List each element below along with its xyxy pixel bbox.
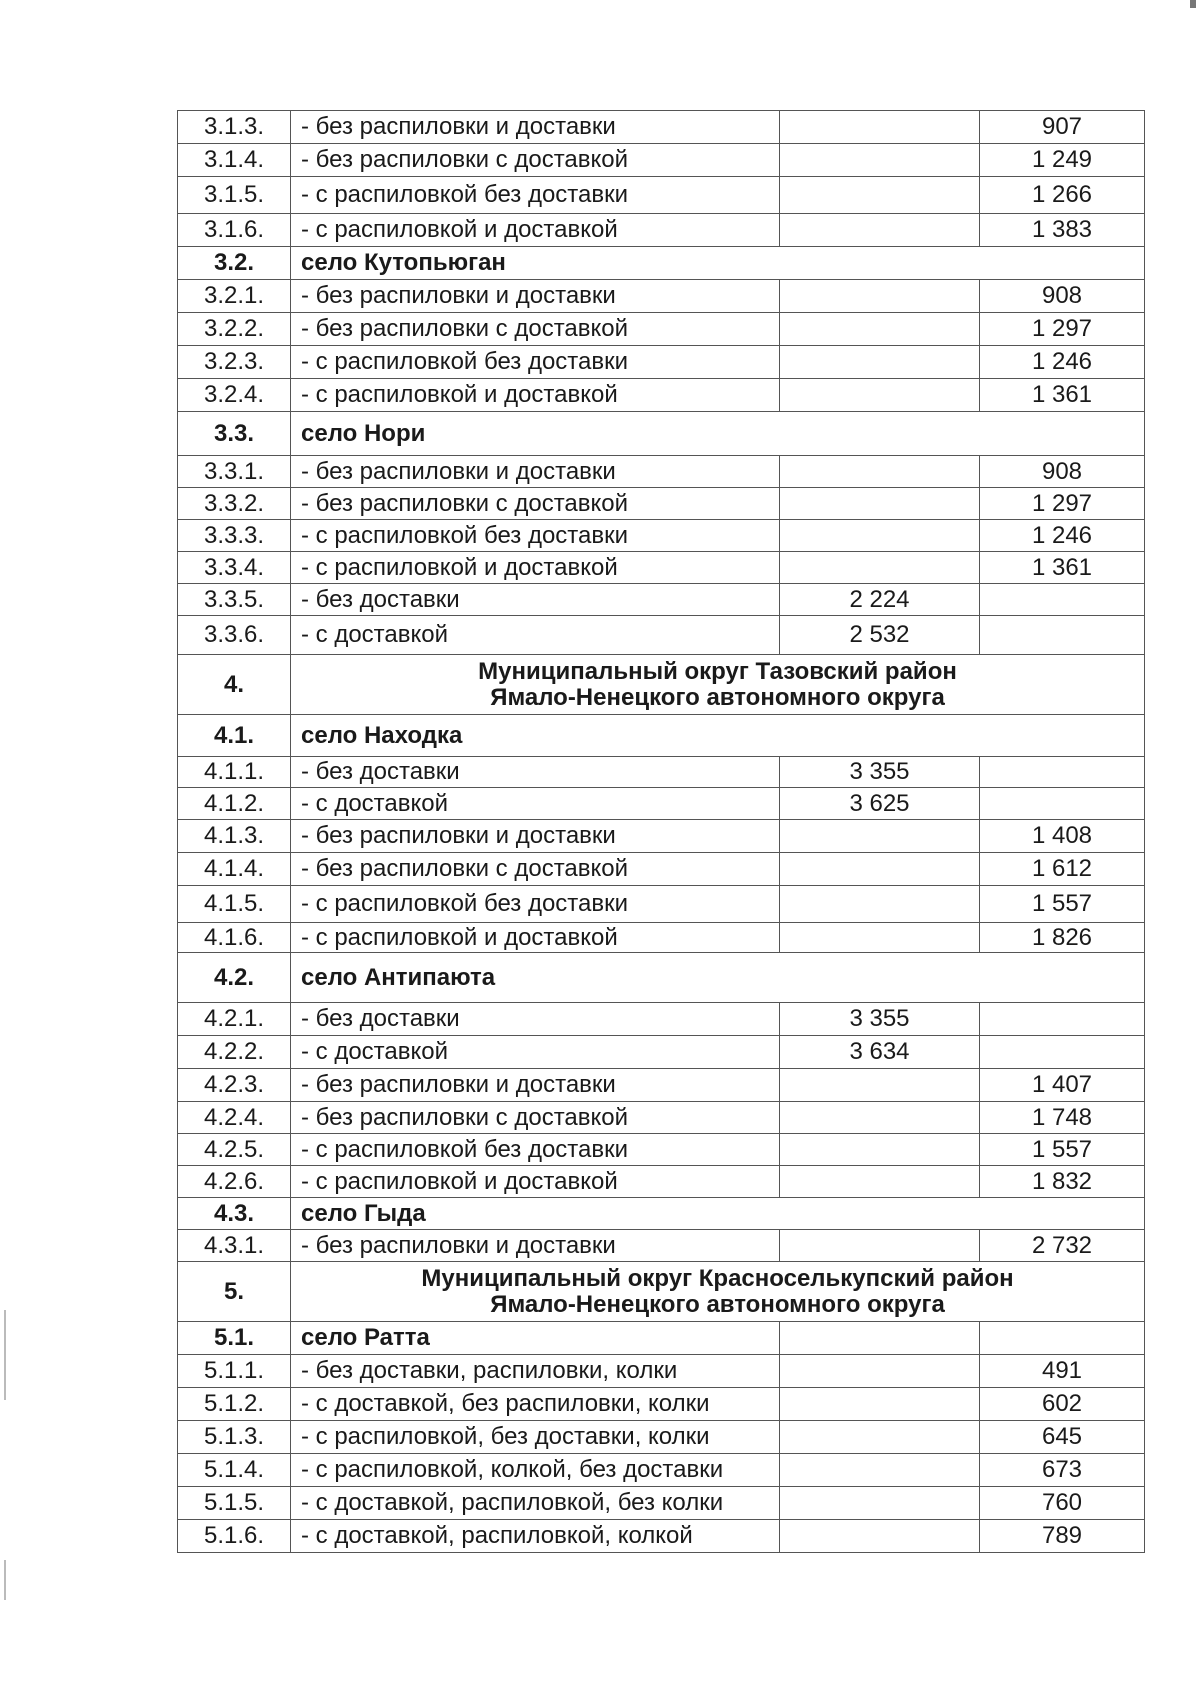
- item-number: 3.3.1.: [178, 456, 291, 488]
- item-description: - с доставкой, распиловкой, без колки: [291, 1487, 780, 1520]
- price-per-unit: [780, 1520, 980, 1553]
- item-description: - с распиловкой без доставки: [291, 886, 780, 923]
- settlement-number: 5.1.: [178, 1322, 291, 1355]
- item-number: 4.1.5.: [178, 886, 291, 923]
- item-number: 4.2.4.: [178, 1102, 291, 1134]
- table-row: [178, 853, 1145, 886]
- item-description: - без распиловки и доставки: [291, 1230, 780, 1262]
- item-number: 5.1.6.: [178, 1520, 291, 1553]
- price-per-cubic-meter: 2 732: [980, 1230, 1145, 1262]
- table-row: [178, 1487, 1145, 1520]
- price-per-cubic-meter: 908: [980, 280, 1145, 313]
- item-number: 4.2.5.: [178, 1134, 291, 1166]
- settlement-number: 3.3.: [178, 412, 291, 456]
- item-description: - без распиловки с доставкой: [291, 144, 780, 177]
- price-per-cubic-meter: [980, 584, 1145, 616]
- price-per-cubic-meter: 789: [980, 1520, 1145, 1553]
- price-per-cubic-meter: 907: [980, 111, 1145, 144]
- price-per-unit: [780, 346, 980, 379]
- item-number: 4.1.6.: [178, 923, 291, 953]
- settlement-name: село Находка: [291, 715, 1145, 757]
- item-number: 3.1.5.: [178, 177, 291, 214]
- price-per-cubic-meter: [980, 616, 1145, 655]
- table-row: [178, 820, 1145, 853]
- settlement-name: село Ратта: [291, 1322, 780, 1355]
- price-per-cubic-meter: 1 748: [980, 1102, 1145, 1134]
- item-number: 4.1.1.: [178, 757, 291, 788]
- item-number: 5.1.1.: [178, 1355, 291, 1388]
- price-per-unit: [780, 111, 980, 144]
- price-per-unit: [780, 214, 980, 247]
- price-per-unit: [780, 520, 980, 552]
- table-row: [178, 1069, 1145, 1102]
- item-description: - без распиловки с доставкой: [291, 1102, 780, 1134]
- section-number: 4.: [178, 655, 291, 715]
- item-description: - с доставкой: [291, 788, 780, 820]
- price-per-unit: [780, 456, 980, 488]
- table-row: [178, 520, 1145, 552]
- price-per-cubic-meter: 1 361: [980, 552, 1145, 584]
- price-per-cubic-meter: 1 557: [980, 886, 1145, 923]
- price-per-unit: [780, 1069, 980, 1102]
- table-row: [178, 280, 1145, 313]
- item-number: 3.2.4.: [178, 379, 291, 412]
- item-number: 5.1.4.: [178, 1454, 291, 1487]
- price-per-cubic-meter: 1 407: [980, 1069, 1145, 1102]
- item-description: - без доставки: [291, 1003, 780, 1036]
- item-description: - без распиловки и доставки: [291, 1069, 780, 1102]
- table-row: [178, 214, 1145, 247]
- item-description: - с распиловкой, колкой, без доставки: [291, 1454, 780, 1487]
- item-description: - с распиловкой и доставкой: [291, 1166, 780, 1198]
- section-title-line: Муниципальный округ Красноселькупский район: [421, 1264, 1014, 1292]
- price-per-unit: 2 532: [780, 616, 980, 655]
- section-title: [291, 1262, 1145, 1322]
- item-number: 3.1.6.: [178, 214, 291, 247]
- settlement-number: 4.2.: [178, 953, 291, 1003]
- price-per-unit: [780, 1421, 980, 1454]
- item-number: 4.2.2.: [178, 1036, 291, 1069]
- price-per-cubic-meter: 1 249: [980, 144, 1145, 177]
- item-number: 5.1.3.: [178, 1421, 291, 1454]
- settlement-number: 3.2.: [178, 247, 291, 280]
- item-description: - с распиловкой без доставки: [291, 346, 780, 379]
- item-description: - с распиловкой и доставкой: [291, 214, 780, 247]
- price-per-cubic-meter: [980, 757, 1145, 788]
- price-per-unit: [780, 886, 980, 923]
- item-number: 3.3.4.: [178, 552, 291, 584]
- price-per-unit: [780, 1102, 980, 1134]
- price-per-unit: [780, 1454, 980, 1487]
- price-per-cubic-meter: 645: [980, 1421, 1145, 1454]
- settlement-name: село Кутопьюган: [291, 247, 1145, 280]
- scan-margin-mark: [4, 1310, 6, 1400]
- settlement-name: село Нори: [291, 412, 1145, 456]
- price-per-cubic-meter: 673: [980, 1454, 1145, 1487]
- section-title-line: Ямало-Ненецкого автономного округа: [490, 1290, 945, 1318]
- scan-corner-mark: [1190, 0, 1196, 8]
- item-description: - с доставкой: [291, 616, 780, 655]
- price-per-unit: [780, 177, 980, 214]
- item-description: - без распиловки с доставкой: [291, 853, 780, 886]
- price-per-cubic-meter: 1 383: [980, 214, 1145, 247]
- price-per-cubic-meter: 1 246: [980, 520, 1145, 552]
- price-per-unit: [780, 1166, 980, 1198]
- settlement-row: [178, 1198, 1145, 1230]
- item-description: - с распиловкой, без доставки, колки: [291, 1421, 780, 1454]
- item-description: - без доставки: [291, 584, 780, 616]
- price-per-unit: [780, 1388, 980, 1421]
- settlement-row: [178, 247, 1145, 280]
- table-row: [178, 456, 1145, 488]
- table-row: [178, 1355, 1145, 1388]
- price-per-cubic-meter: 1 557: [980, 1134, 1145, 1166]
- item-number: 5.1.5.: [178, 1487, 291, 1520]
- item-description: - с распиловкой и доставкой: [291, 379, 780, 412]
- price-per-unit: [780, 1487, 980, 1520]
- item-number: 3.1.4.: [178, 144, 291, 177]
- item-number: 4.2.3.: [178, 1069, 291, 1102]
- price-per-unit: [780, 923, 980, 953]
- price-per-cubic-meter: 908: [980, 456, 1145, 488]
- price-per-cubic-meter: 1 297: [980, 313, 1145, 346]
- item-number: 4.3.1.: [178, 1230, 291, 1262]
- price-per-cubic-meter: [980, 1036, 1145, 1069]
- settlement-name: село Антипаюта: [291, 953, 1145, 1003]
- price-per-unit: [780, 552, 980, 584]
- table-row: [178, 177, 1145, 214]
- item-number: 3.2.2.: [178, 313, 291, 346]
- item-number: 4.1.3.: [178, 820, 291, 853]
- item-description: - без распиловки и доставки: [291, 111, 780, 144]
- section-title: [291, 655, 1145, 715]
- settlement-name: село Гыда: [291, 1198, 1145, 1230]
- item-number: 3.2.3.: [178, 346, 291, 379]
- price-per-cubic-meter: 491: [980, 1355, 1145, 1388]
- price-per-unit: [780, 379, 980, 412]
- table-row: [178, 488, 1145, 520]
- scan-margin-mark: [4, 1560, 6, 1600]
- price-per-cubic-meter: 1 246: [980, 346, 1145, 379]
- price-per-unit: [780, 313, 980, 346]
- price-per-cubic-meter: 760: [980, 1487, 1145, 1520]
- settlement-number: 4.1.: [178, 715, 291, 757]
- table-row: [178, 1421, 1145, 1454]
- item-description: - без доставки: [291, 757, 780, 788]
- price-per-cubic-meter: 602: [980, 1388, 1145, 1421]
- section-row: [178, 655, 1145, 715]
- table-row: [178, 313, 1145, 346]
- table-row: [178, 788, 1145, 820]
- item-description: - с распиловкой без доставки: [291, 520, 780, 552]
- price-per-unit: [780, 1230, 980, 1262]
- price-table-body: [178, 111, 1145, 1553]
- item-number: 3.3.5.: [178, 584, 291, 616]
- price-per-cubic-meter: 1 297: [980, 488, 1145, 520]
- item-description: - с доставкой, без распиловки, колки: [291, 1388, 780, 1421]
- item-number: 3.2.1.: [178, 280, 291, 313]
- table-row: [178, 346, 1145, 379]
- item-description: - с доставкой, распиловкой, колкой: [291, 1520, 780, 1553]
- table-row: [178, 552, 1145, 584]
- price-per-unit: [780, 144, 980, 177]
- table-row: [178, 886, 1145, 923]
- section-title-line: Ямало-Ненецкого автономного округа: [490, 683, 945, 711]
- table-row: [178, 1036, 1145, 1069]
- price-per-unit: [780, 820, 980, 853]
- table-row: [178, 1454, 1145, 1487]
- price-per-cubic-meter: 1 826: [980, 923, 1145, 953]
- settlement-row: [178, 412, 1145, 456]
- item-description: - с распиловкой и доставкой: [291, 552, 780, 584]
- price-per-cubic-meter: 1 612: [980, 853, 1145, 886]
- section-number: 5.: [178, 1262, 291, 1322]
- item-description: - с распиловкой без доставки: [291, 177, 780, 214]
- item-number: 3.3.3.: [178, 520, 291, 552]
- table-row: [178, 1003, 1145, 1036]
- item-number: 4.2.1.: [178, 1003, 291, 1036]
- settlement-number: 4.3.: [178, 1198, 291, 1230]
- table-row: [178, 1102, 1145, 1134]
- item-description: - без распиловки с доставкой: [291, 488, 780, 520]
- price-per-cubic-meter: 1 266: [980, 177, 1145, 214]
- price-per-cubic-meter: 1 832: [980, 1166, 1145, 1198]
- price-per-unit: 3 355: [780, 757, 980, 788]
- price-per-unit: [780, 1355, 980, 1388]
- price-per-cubic-meter: [980, 788, 1145, 820]
- settlement-row: [178, 715, 1145, 757]
- table-row: [178, 379, 1145, 412]
- item-description: - без доставки, распиловки, колки: [291, 1355, 780, 1388]
- price-per-unit: 3 634: [780, 1036, 980, 1069]
- item-number: 3.3.6.: [178, 616, 291, 655]
- section-title-line: Муниципальный округ Тазовский район: [478, 657, 957, 685]
- table-row: [178, 757, 1145, 788]
- table-row: [178, 1230, 1145, 1262]
- item-description: - без распиловки и доставки: [291, 820, 780, 853]
- item-description: - без распиловки и доставки: [291, 456, 780, 488]
- settlement-row: [178, 953, 1145, 1003]
- price-per-cubic-meter: [980, 1003, 1145, 1036]
- table-row: [178, 144, 1145, 177]
- item-number: 4.1.4.: [178, 853, 291, 886]
- table-row: [178, 1520, 1145, 1553]
- price-per-unit: [780, 488, 980, 520]
- price-per-cubic-meter: 1 361: [980, 379, 1145, 412]
- price-per-cubic-meter: 1 408: [980, 820, 1145, 853]
- table-row: [178, 1388, 1145, 1421]
- item-number: 3.1.3.: [178, 111, 291, 144]
- price-table: [177, 110, 1145, 1553]
- item-description: - без распиловки и доставки: [291, 280, 780, 313]
- settlement-row: [178, 1322, 1145, 1355]
- table-row: [178, 111, 1145, 144]
- price-per-unit: 3 355: [780, 1003, 980, 1036]
- value-cell: [980, 1322, 1145, 1355]
- section-row: [178, 1262, 1145, 1322]
- item-number: 4.1.2.: [178, 788, 291, 820]
- table-row: [178, 616, 1145, 655]
- table-row: [178, 1134, 1145, 1166]
- price-per-unit: [780, 1134, 980, 1166]
- price-per-unit: [780, 853, 980, 886]
- table-row: [178, 584, 1145, 616]
- table-row: [178, 1166, 1145, 1198]
- price-per-unit: 3 625: [780, 788, 980, 820]
- table-row: [178, 923, 1145, 953]
- item-number: 4.2.6.: [178, 1166, 291, 1198]
- price-per-unit: 2 224: [780, 584, 980, 616]
- item-description: - без распиловки с доставкой: [291, 313, 780, 346]
- price-per-unit: [780, 280, 980, 313]
- value-cell: [780, 1322, 980, 1355]
- item-number: 5.1.2.: [178, 1388, 291, 1421]
- item-description: - с доставкой: [291, 1036, 780, 1069]
- item-number: 3.3.2.: [178, 488, 291, 520]
- item-description: - с распиловкой и доставкой: [291, 923, 780, 953]
- item-description: - с распиловкой без доставки: [291, 1134, 780, 1166]
